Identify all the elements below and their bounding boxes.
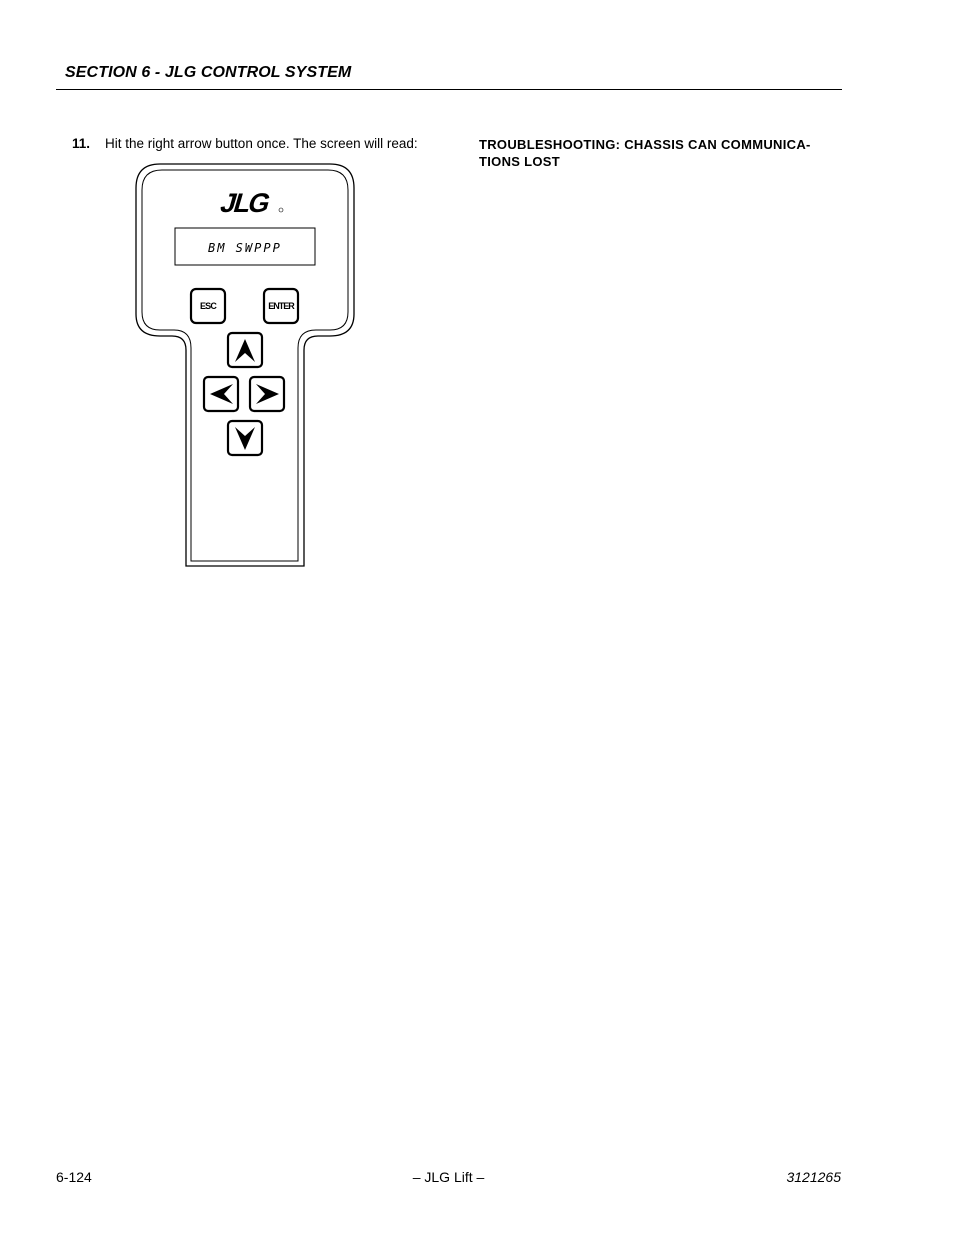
step-number: 11. [72, 136, 91, 151]
section-title: SECTION 6 - JLG CONTROL SYSTEM [65, 64, 352, 81]
page-number: 6-124 [56, 1169, 92, 1185]
jlg-logo [217, 187, 273, 217]
step-text: Hit the right arrow button once. The screen will read: [105, 136, 418, 151]
jlg-logo-text: JLG [217, 187, 273, 218]
footer-title: – JLG Lift – [412, 1169, 485, 1185]
document-number: 3121265 [786, 1169, 841, 1185]
heading-line-1: TROUBLESHOOTING: CHASSIS CAN COMMUNICA- [479, 137, 811, 152]
enter-label: ENTER [268, 301, 294, 311]
heading-line-2: TIONS LOST [479, 154, 560, 169]
header-rule [56, 89, 842, 90]
analyzer-figure [133, 163, 357, 569]
display-text: BM SWPPP [208, 241, 282, 255]
registered-mark-icon [279, 208, 283, 212]
troubleshooting-heading [479, 136, 844, 170]
step-11 [72, 136, 418, 151]
esc-label: ESC [199, 301, 217, 311]
